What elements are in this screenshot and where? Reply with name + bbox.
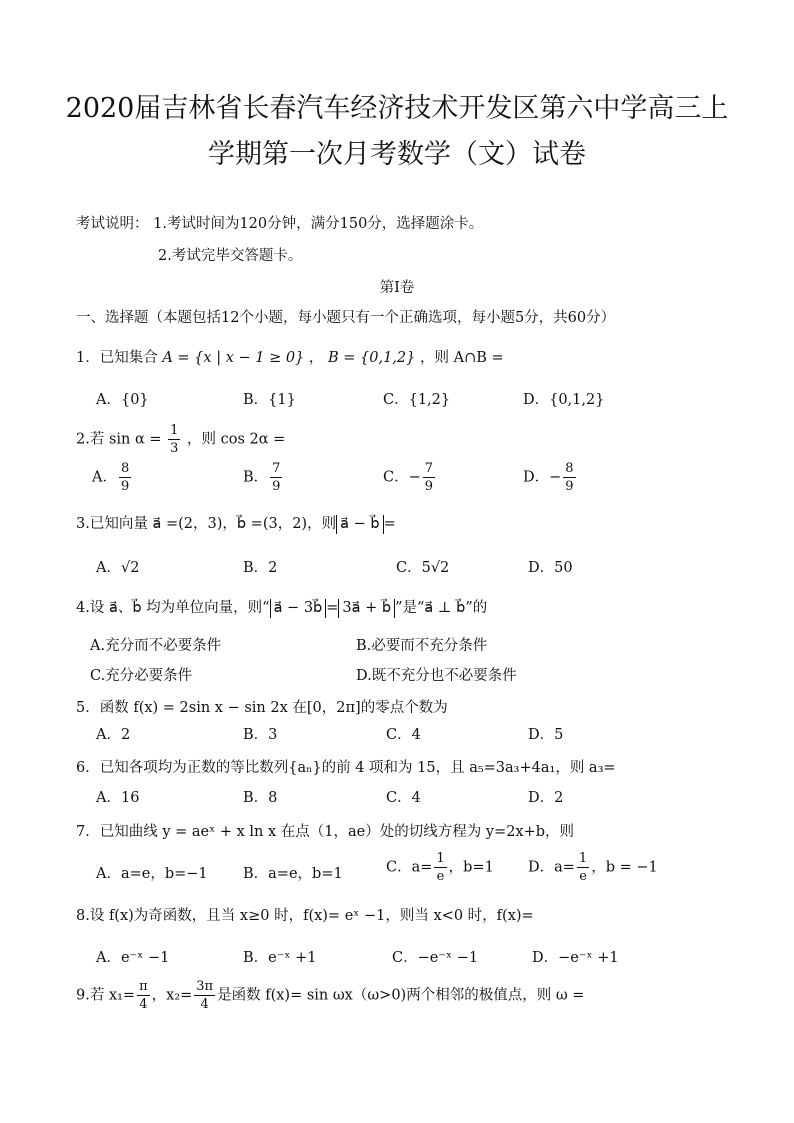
q6-option-c[interactable]: C．4 xyxy=(386,790,421,806)
q3-abs: a⃗ − b⃗ xyxy=(336,515,383,534)
exam-instructions xyxy=(76,212,483,233)
q4-prefix: 4.设 a⃗、b⃗ 均为单位向量，则“ xyxy=(76,600,270,616)
q6-option-d[interactable]: D．2 xyxy=(528,790,564,806)
q2-fraction: $\frac{1}{3}$ xyxy=(170,423,179,456)
q3-option-d[interactable]: D．50 xyxy=(528,560,573,576)
question-6: 6．已知各项均为正数的等比数列{aₙ}的前 4 项和为 15，且 a₅=3a₃+4a₁，则 a₃= xyxy=(76,760,616,776)
q1-option-a[interactable]: A．{0} xyxy=(96,392,149,408)
q4-option-a[interactable]: A.充分而不必要条件 xyxy=(90,638,222,654)
part-1-heading: 一、选择题（本题包括12个小题，每小题只有一个正确选项，每小题5分，共60分） xyxy=(76,310,616,326)
q9-prefix: 9.若 x₁= xyxy=(76,987,136,1004)
q5-option-b[interactable]: B．3 xyxy=(243,727,278,743)
q5-option-a[interactable]: A．2 xyxy=(96,727,131,743)
question-9 xyxy=(76,980,584,1011)
question-7: 7．已知曲线 y = aeˣ + x ln x 在点（1，ae）处的切线方程为 y=2x+b，则 xyxy=(76,824,575,840)
q4-option-c[interactable]: C.充分必要条件 xyxy=(90,668,193,684)
q8-option-c[interactable]: C．−e⁻ˣ −1 xyxy=(392,950,479,966)
question-1 xyxy=(76,346,504,367)
q3-option-a[interactable]: A．√2 xyxy=(96,560,140,576)
q5-option-d[interactable]: D．5 xyxy=(528,727,564,743)
q7-option-b[interactable]: B．a=e，b=1 xyxy=(243,866,343,882)
question-3 xyxy=(76,512,396,534)
section-heading: 第Ⅰ卷 xyxy=(379,280,415,296)
q9-fraction-1: $\frac{\pi}{4}$ xyxy=(139,979,148,1012)
instructions-label: 考试说明： xyxy=(76,216,149,232)
q9-mid: ，x₂= xyxy=(151,987,193,1004)
question-5: 5．函数 f(x) = 2sin x − sin 2x 在[0，2π]的零点个数为 xyxy=(76,700,448,716)
document-title-line-1: 2020届吉林省长春汽车经济技术开发区第六中学高三上 xyxy=(65,93,729,124)
q1-option-c[interactable]: C．{1,2} xyxy=(383,392,451,408)
q2-tail: ，则 cos 2α = xyxy=(187,431,286,448)
q2-option-d[interactable]: D．− $\frac{8}{9}$ xyxy=(523,461,574,494)
q1-prefix: 1．已知集合 xyxy=(76,350,158,366)
q3-tail: = xyxy=(383,516,396,532)
question-8: 8.设 f(x)为奇函数，且当 x≥0 时，f(x)= eˣ −1，则当 x<0 时，f(x)= xyxy=(76,908,534,924)
q3-option-b[interactable]: B．2 xyxy=(243,560,278,576)
question-4 xyxy=(76,596,487,618)
q9-tail: 是函数 f(x)= sin ωx（ω>0)两个相邻的极值点，则 ω = xyxy=(217,987,585,1004)
q1-set-b: B = {0,1,2} xyxy=(328,350,416,366)
q6-option-a[interactable]: A．16 xyxy=(96,790,140,806)
q8-option-d[interactable]: D．−e⁻ˣ +1 xyxy=(532,950,619,966)
q9-fraction-2: $\frac{3\pi}{4}$ xyxy=(196,979,214,1012)
q4-option-b[interactable]: B.必要而不充分条件 xyxy=(356,638,488,654)
q8-option-b[interactable]: B．e⁻ˣ +1 xyxy=(243,950,317,966)
q4-option-d[interactable]: D.既不充分也不必要条件 xyxy=(356,668,517,684)
q5-option-c[interactable]: C．4 xyxy=(386,727,421,743)
instructions-item-2: 2.考试完毕交答题卡。 xyxy=(158,248,303,264)
q2-prefix: 2.若 sin α = xyxy=(76,431,162,448)
q3-option-c[interactable]: C．5√2 xyxy=(396,560,450,576)
q2-option-c[interactable]: C．− $\frac{7}{9}$ xyxy=(383,461,434,494)
q1-sep: ， xyxy=(308,350,324,366)
q1-option-b[interactable]: B．{1} xyxy=(243,392,296,408)
q2-option-b[interactable]: B． $\frac{7}{9}$ xyxy=(243,461,281,494)
q1-set-a: A = {x | x − 1 ≥ 0} xyxy=(162,350,305,366)
q6-option-b[interactable]: B．8 xyxy=(243,790,278,806)
q4-eq: = xyxy=(326,600,339,616)
question-2 xyxy=(76,424,285,455)
q8-option-a[interactable]: A．e⁻ˣ −1 xyxy=(96,950,170,966)
q7-option-a[interactable]: A．a=e，b=−1 xyxy=(96,866,208,882)
q4-tail: ”是“a⃗ ⊥ b⃗”的 xyxy=(395,600,488,616)
q4-abs-1: a⃗ − 3b⃗ xyxy=(270,599,327,618)
q1-option-d[interactable]: D．{0,1,2} xyxy=(523,392,605,408)
q1-tail: ，则 A∩B = xyxy=(419,350,504,366)
q3-prefix: 3.已知向量 a⃗ =(2，3)，b⃗ =(3，2)，则 xyxy=(76,516,337,532)
q7-option-c[interactable]: C．a= $\frac{1}{e}$ ，b=1 xyxy=(386,851,494,884)
instructions-item-1: 1.考试时间为120分钟，满分150分，选择题涂卡。 xyxy=(153,216,484,232)
q4-abs-2: 3a⃗ + b⃗ xyxy=(338,599,395,618)
q7-option-d[interactable]: D．a= $\frac{1}{e}$ ，b = −1 xyxy=(528,851,658,884)
q2-option-a[interactable]: A． $\frac{8}{9}$ xyxy=(92,461,130,494)
document-title-line-2: 学期第一次月考数学（文）试卷 xyxy=(208,139,586,170)
